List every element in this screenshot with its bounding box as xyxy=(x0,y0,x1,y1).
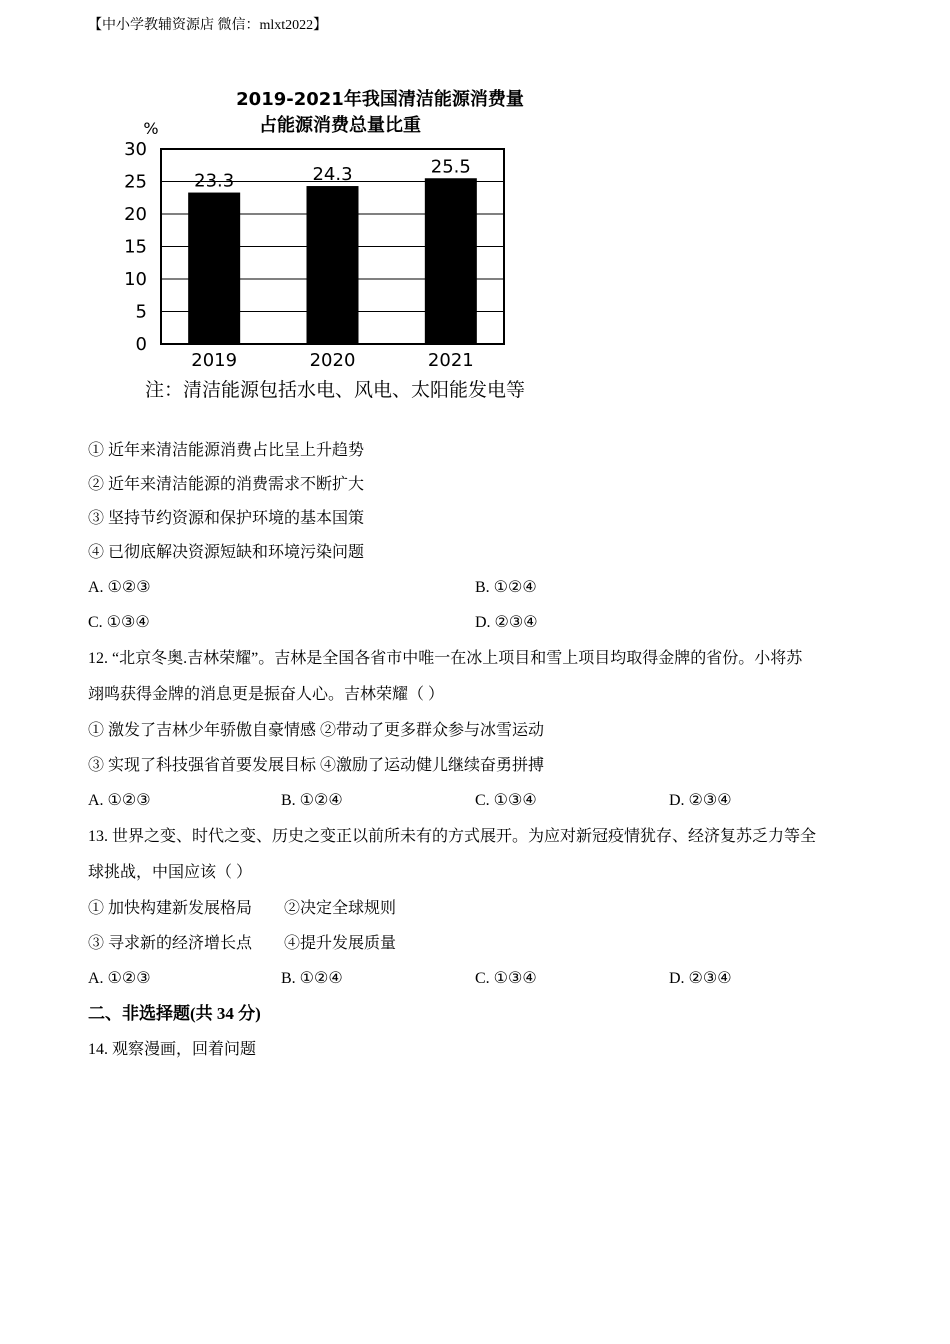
q12-option-c: C. ①③④ xyxy=(475,792,537,809)
q12-stem-line2: 翊鸣获得金牌的消息更是振奋人心。吉林荣耀（ ） xyxy=(88,686,445,703)
q13-option-c: C. ①③④ xyxy=(475,970,537,987)
value-label-2021: 25.5 xyxy=(430,156,471,178)
q13-option-a: A. ①②③ xyxy=(88,970,151,987)
q13-statements-line2: ③ 寻求新的经济增长点 ④提升发展质量 xyxy=(88,935,397,952)
chart-title-line1: 2019-2021年我国清洁能源消费量 xyxy=(236,89,524,110)
y-tick-label: 0 xyxy=(135,334,147,355)
q13-stem-line2: 球挑战，中国应该（ ） xyxy=(88,864,253,881)
q12-option-a: A. ①②③ xyxy=(88,792,151,809)
value-label-2020: 24.3 xyxy=(312,164,353,186)
chart-svg xyxy=(110,82,570,412)
y-tick-label: 10 xyxy=(124,269,147,290)
q11-option-d: D. ②③④ xyxy=(475,614,538,631)
q12-stem-line1: 12. “北京冬奥.吉林荣耀”。吉林是全国各省市中唯一在冰上项目和雪上项目均取得金牌的省份。小将苏 xyxy=(88,650,803,667)
value-label-2019: 23.3 xyxy=(194,170,235,192)
chart-note: 注：清洁能源包括水电、风电、太阳能发电等 xyxy=(144,379,526,401)
q11-statement-3: ③ 坚持节约资源和保护环境的基本国策 xyxy=(88,510,365,527)
q12-option-d: D. ②③④ xyxy=(669,792,732,809)
bar-2021 xyxy=(425,178,477,344)
q12-statements-line2: ③ 实现了科技强省首要发展目标 ④激励了运动健儿继续奋勇拼搏 xyxy=(88,757,545,774)
q11-option-a: A. ①②③ xyxy=(88,579,151,596)
section2-title: 二、非选择题(共 34 分) xyxy=(88,1004,261,1023)
page-header-watermark: 【中小学教辅资源店 微信：mlxt2022】 xyxy=(88,18,328,33)
q11-option-b: B. ①②④ xyxy=(475,579,537,596)
x-tick-label-2021: 2021 xyxy=(427,350,474,371)
chart-labels xyxy=(124,139,474,371)
y-tick-label: 30 xyxy=(124,139,147,160)
bar-2019 xyxy=(188,193,240,344)
q13-stem-line1: 13. 世界之变、时代之变、历史之变正以前所未有的方式展开。为应对新冠疫情犹存、经济复苏乏力等全 xyxy=(88,828,817,845)
chart-title-line2: 占能源消费总量比重 xyxy=(259,115,421,136)
y-tick-label: 20 xyxy=(124,204,147,225)
q11-statement-1: ① 近年来清洁能源消费占比呈上升趋势 xyxy=(88,442,365,459)
y-tick-label: 15 xyxy=(124,236,147,258)
q12-option-b: B. ①②④ xyxy=(281,792,343,809)
q13-option-d: D. ②③④ xyxy=(669,970,732,987)
clean-energy-bar-chart xyxy=(110,82,570,412)
q13-statements-line1: ① 加快构建新发展格局 ②决定全球规则 xyxy=(88,900,397,917)
chart-bars xyxy=(188,178,477,344)
q11-option-c: C. ①③④ xyxy=(88,614,150,631)
q11-statement-2: ② 近年来清洁能源的消费需求不断扩大 xyxy=(88,476,365,493)
chart-ylabel: % xyxy=(143,119,159,138)
q13-option-b: B. ①②④ xyxy=(281,970,343,987)
y-tick-label: 5 xyxy=(135,301,147,323)
q12-statements-line1: ① 激发了吉林少年骄傲自豪情感 ②带动了更多群众参与冰雪运动 xyxy=(88,722,545,739)
x-tick-label-2019: 2019 xyxy=(191,350,238,371)
bar-2020 xyxy=(307,186,359,344)
x-tick-label-2020: 2020 xyxy=(309,350,356,371)
q14-stem: 14. 观察漫画，回着问题 xyxy=(88,1041,257,1058)
q11-statement-4: ④ 已彻底解决资源短缺和环境污染问题 xyxy=(88,544,365,561)
y-tick-label: 25 xyxy=(124,171,147,193)
